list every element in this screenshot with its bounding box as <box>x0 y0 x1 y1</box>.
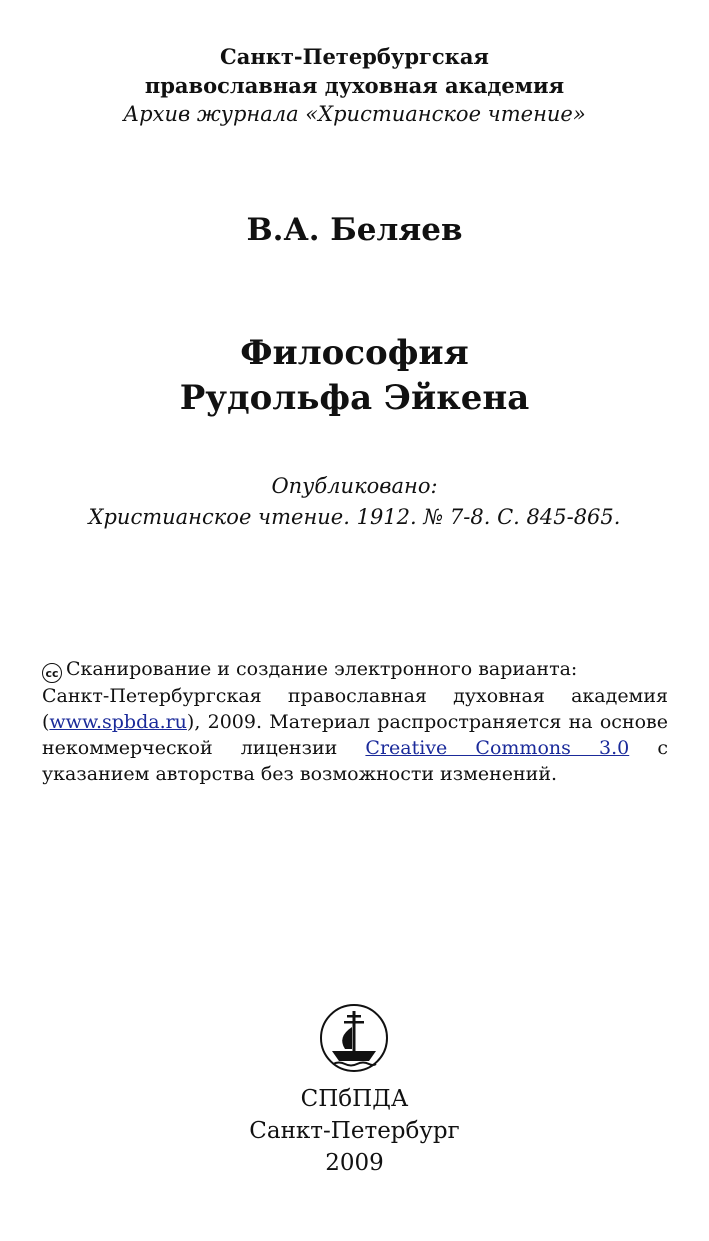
license-text-c: с указанием авторства без возможности изменений. <box>42 737 668 785</box>
academy-logo-icon <box>319 1003 389 1073</box>
license-paragraph <box>42 683 668 787</box>
document-title-line2: Рудольфа Эйкена <box>179 378 530 418</box>
published-label: Опубликовано: <box>271 474 438 498</box>
institution-name-line1: Санкт-Петербургская <box>220 44 489 69</box>
archive-subtitle: Архив журнала «Христианское чтение» <box>123 102 586 126</box>
creative-commons-icon: cc <box>42 663 62 683</box>
publisher-city: Санкт-Петербург <box>249 1118 460 1144</box>
publisher-abbreviation: СПбПДА <box>300 1086 409 1112</box>
author-name: В.А. Беляев <box>246 212 463 248</box>
license-first-line <box>42 656 668 683</box>
license-text-a: Санкт-Петербургская православная духовная академия ( <box>42 685 668 733</box>
spbda-site-link[interactable]: www.spbda.ru <box>49 711 187 733</box>
license-scan-text: Сканирование и создание электронного варианта: <box>66 658 578 680</box>
creative-commons-link[interactable]: Creative Commons 3.0 <box>365 737 630 759</box>
license-text-b: ), 2009. Материал распространяется на основе некоммерческой лицензии <box>42 711 668 759</box>
institution-name-line2: православная духовная академия <box>144 73 565 98</box>
document-title-line1: Философия <box>240 333 469 373</box>
license-block <box>42 656 668 787</box>
publication-year: 2009 <box>325 1150 384 1176</box>
publication-citation: Христианское чтение. 1912. № 7-8. С. 845-865. <box>88 505 621 529</box>
